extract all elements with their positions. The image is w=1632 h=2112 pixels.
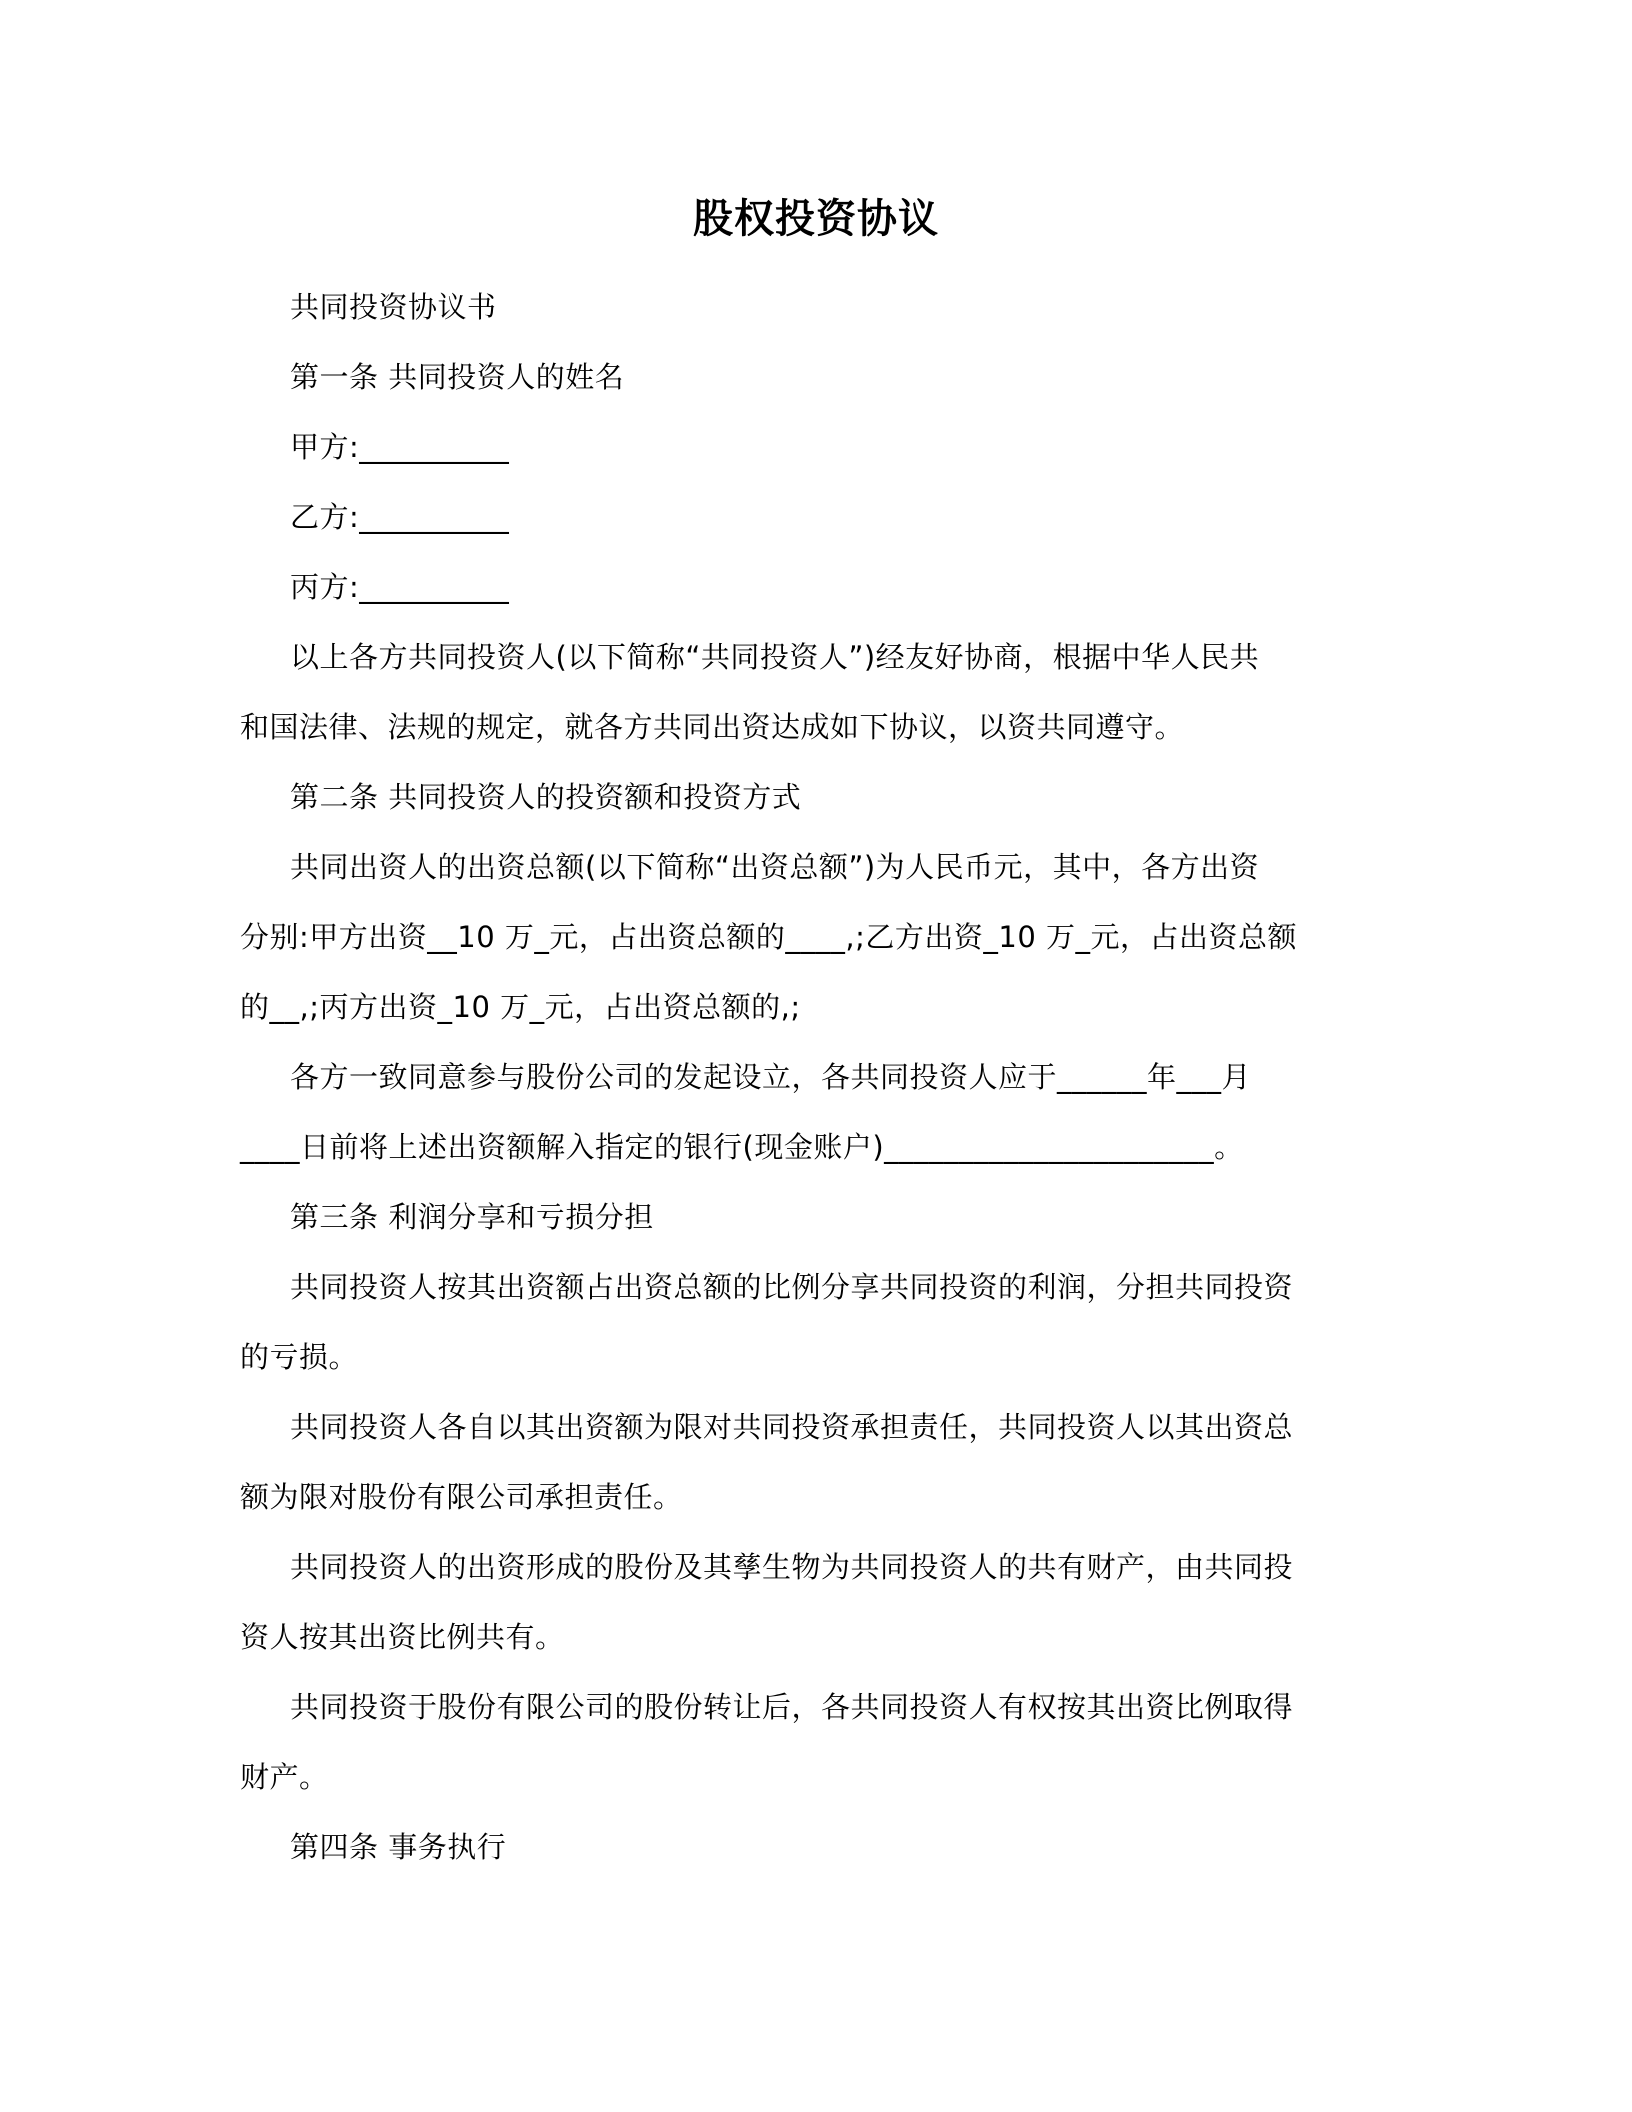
paragraph-line: 以上各方共同投资人(以下简称“共同投资人”)经友好协商，根据中华人民共 — [290, 640, 1260, 674]
paragraph-line: 和国法律、法规的规定，就各方共同出资达成如下协议，以资共同遵守。 — [240, 710, 1185, 744]
paragraph-line: 的亏损。 — [240, 1340, 359, 1374]
article-4-heading: 第四条 事务执行 — [290, 1830, 507, 1864]
party-a-line: 甲方:__________ — [290, 430, 510, 464]
paragraph-line: 各方一致同意参与股份公司的发起设立，各共同投资人应于______年___月 — [290, 1060, 1252, 1094]
party-c-line: 丙方:__________ — [290, 570, 510, 604]
document-title: 股权投资协议 — [693, 196, 939, 242]
paragraph-line: ____日前将上述出资额解入指定的银行(现金账户)______________________。 — [240, 1130, 1244, 1164]
paragraph-line: 共同投资于股份有限公司的股份转让后，各共同投资人有权按其出资比例取得 — [290, 1690, 1294, 1724]
heading-agreement-name: 共同投资协议书 — [290, 290, 497, 324]
article-1-heading: 第一条 共同投资人的姓名 — [290, 360, 625, 394]
paragraph-line: 资人按其出资比例共有。 — [240, 1620, 565, 1654]
party-b-line: 乙方:__________ — [290, 500, 510, 534]
paragraph-line: 共同投资人各自以其出资额为限对共同投资承担责任，共同投资人以其出资总 — [290, 1410, 1294, 1444]
paragraph-line: 共同投资人的出资形成的股份及其孳生物为共同投资人的共有财产，由共同投 — [290, 1550, 1294, 1584]
paragraph-line: 的__,;丙方出资_10 万_元，占出资总额的,; — [240, 990, 801, 1024]
paragraph-line: 额为限对股份有限公司承担责任。 — [240, 1480, 683, 1514]
article-2-heading: 第二条 共同投资人的投资额和投资方式 — [290, 780, 802, 814]
paragraph-line: 共同出资人的出资总额(以下简称“出资总额”)为人民币元，其中，各方出资 — [290, 850, 1260, 884]
paragraph-line: 共同投资人按其出资额占出资总额的比例分享共同投资的利润，分担共同投资 — [290, 1270, 1294, 1304]
paragraph-line: 财产。 — [240, 1760, 329, 1794]
paragraph-line: 分别:甲方出资__10 万_元，占出资总额的____,;乙方出资_10 万_元，占出资总额 — [240, 920, 1297, 954]
document-body — [240, 272, 1392, 1882]
article-3-heading: 第三条 利润分享和亏损分担 — [290, 1200, 654, 1234]
